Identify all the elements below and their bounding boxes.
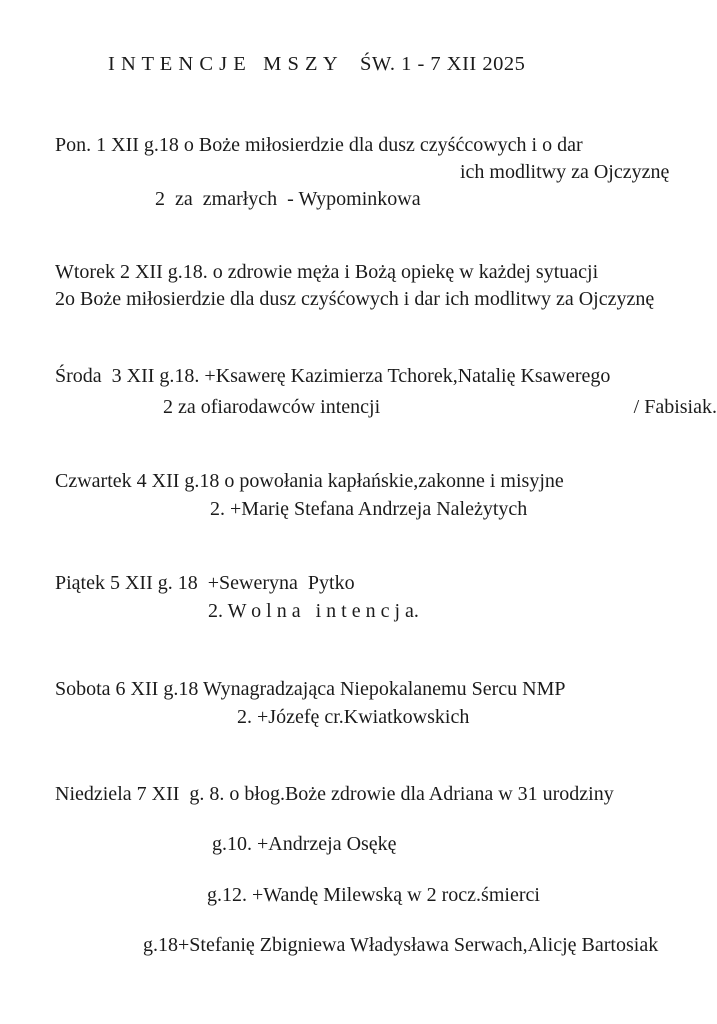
monday-intention-line-3: 2 za zmarłych - Wypominkowa <box>155 188 421 210</box>
saturday-intention-line-1: Sobota 6 XII g.18 Wynagradzająca Niepokalanemu Sercu NMP <box>55 678 566 700</box>
friday-intention-line-2: 2. W o l n a i n t e n c j a. <box>208 600 419 622</box>
monday-intention-line-1: Pon. 1 XII g.18 o Boże miłosierdzie dla dusz czyśćcowych i o dar <box>55 134 583 156</box>
thursday-intention-line-1: Czwartek 4 XII g.18 o powołania kapłańskie,zakonne i misyjne <box>55 470 564 492</box>
sunday-intention-line-1: Niedziela 7 XII g. 8. o błog.Boże zdrowie dla Adriana w 31 urodziny <box>55 783 614 805</box>
sunday-intention-line-2: g.10. +Andrzeja Osękę <box>212 833 397 855</box>
sunday-intention-line-4: g.18+Stefanię Zbigniewa Władysława Serwach,Alicję Bartosiak <box>143 934 659 956</box>
wednesday-intention-line-2-donor: / Fabisiak. <box>633 396 717 418</box>
document-title: I N T E N C J E M S Z Y ŚW. 1 - 7 XII 2025 <box>108 53 526 75</box>
tuesday-intention-line-2: 2o Boże miłosierdzie dla dusz czyśćowych i dar ich modlitwy za Ojczyznę <box>55 288 655 310</box>
wednesday-intention-line-1: Środa 3 XII g.18. +Ksawerę Kazimierza Tchorek,Natalię Ksawerego <box>55 365 611 387</box>
friday-intention-line-1: Piątek 5 XII g. 18 +Seweryna Pytko <box>55 572 355 594</box>
tuesday-intention-line-1: Wtorek 2 XII g.18. o zdrowie męża i Bożą opiekę w każdej sytuacji <box>55 261 599 283</box>
sunday-intention-line-3: g.12. +Wandę Milewską w 2 rocz.śmierci <box>207 884 540 906</box>
thursday-intention-line-2: 2. +Marię Stefana Andrzeja Należytych <box>210 498 528 520</box>
saturday-intention-line-2: 2. +Józefę cr.Kwiatkowskich <box>237 706 470 728</box>
wednesday-intention-line-2: 2 za ofiarodawców intencji <box>163 396 381 418</box>
monday-intention-line-2: ich modlitwy za Ojczyznę <box>460 161 670 183</box>
